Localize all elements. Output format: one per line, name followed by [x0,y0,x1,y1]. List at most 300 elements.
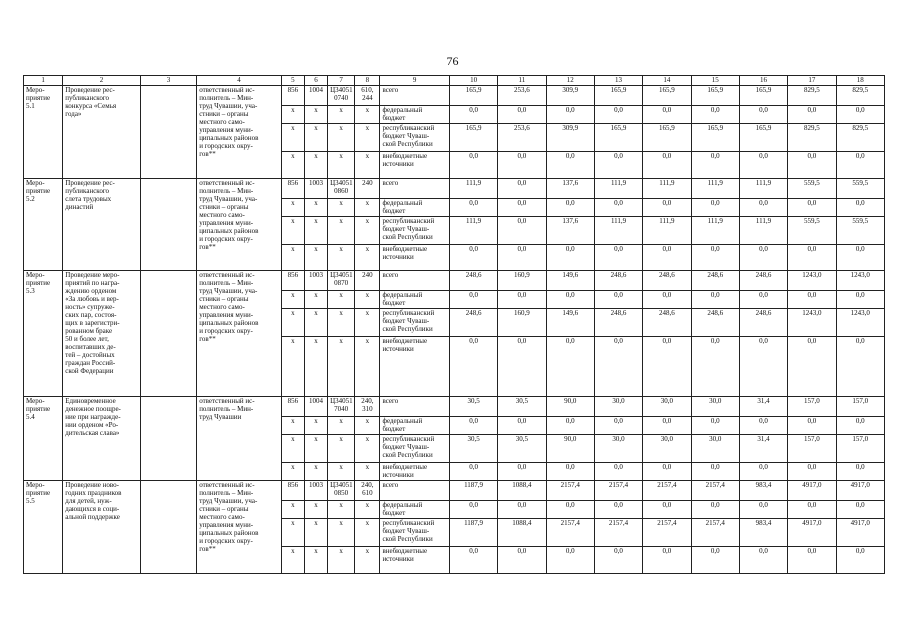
amount-cell: 30,0 [594,435,642,463]
expense-type-code: x [355,519,380,547]
amount-cell: 0,0 [498,337,546,397]
funding-source: республиканский бюджет Чуваш- ской Республики [380,217,449,245]
column-header-13: 13 [594,76,642,86]
amount-cell: 4917,0 [836,481,884,501]
table-row [24,481,885,501]
amount-cell: 309,9 [546,86,594,106]
amount-cell: 0,0 [546,337,594,397]
amount-cell: 0,0 [546,245,594,271]
amount-cell: 0,0 [643,501,691,519]
section-code: 1003 [304,481,327,501]
amount-cell: 111,9 [643,217,691,245]
amount-cell: 829,5 [788,124,836,152]
amount-cell: 0,0 [691,463,739,481]
amount-cell: 0,0 [498,152,546,179]
section-code: x [304,309,327,337]
amount-cell: 0,0 [498,199,546,217]
amount-cell: 0,0 [739,291,787,309]
amount-cell: 0,0 [546,463,594,481]
amount-cell: 111,9 [449,179,497,199]
expense-type-code: 240 [355,271,380,291]
section-code: x [304,245,327,271]
target-article-code: x [328,217,355,245]
expense-type-code: x [355,337,380,397]
amount-cell: 0,0 [449,152,497,179]
amount-cell: 165,9 [643,86,691,106]
measure-label: Меро- приятие 5.1 [24,86,63,179]
funding-source: федеральный бюджет [380,501,449,519]
expense-type-code: x [355,152,380,179]
amount-cell: 0,0 [788,199,836,217]
amount-cell: 0,0 [449,417,497,435]
amount-cell: 0,0 [788,463,836,481]
section-code: x [304,124,327,152]
amount-cell: 111,9 [691,179,739,199]
amount-cell: 0,0 [739,463,787,481]
amount-cell: 0,0 [594,152,642,179]
amount-cell: 0,0 [498,501,546,519]
amount-cell: 0,0 [643,199,691,217]
grbs-code: x [281,435,304,463]
amount-cell: 0,0 [546,199,594,217]
amount-cell: 0,0 [594,417,642,435]
amount-cell: 111,9 [643,179,691,199]
expense-type-code: x [355,245,380,271]
amount-cell: 160,9 [498,309,546,337]
expense-type-code: x [355,199,380,217]
amount-cell: 559,5 [788,179,836,199]
target-article-code: x [328,199,355,217]
section-code: x [304,106,327,124]
budget-table [23,75,885,574]
section-code: x [304,501,327,519]
funding-source: внебюджетные источники [380,337,449,397]
amount-cell: 0,0 [546,152,594,179]
amount-cell: 165,9 [643,124,691,152]
amount-cell: 0,0 [643,463,691,481]
table-row [24,271,885,291]
expense-type-code: x [355,435,380,463]
column-header-18: 18 [836,76,884,86]
amount-cell: 1187,9 [449,481,497,501]
expense-type-code: 240, 610 [355,481,380,501]
funding-source: всего [380,397,449,417]
amount-cell: 248,6 [643,271,691,291]
target-article-code: x [328,106,355,124]
column-header-16: 16 [739,76,787,86]
target-article-code: x [328,245,355,271]
amount-cell: 0,0 [836,291,884,309]
expense-type-code: x [355,309,380,337]
grbs-code: x [281,547,304,574]
grbs-code: 856 [281,86,304,106]
amount-cell: 0,0 [546,501,594,519]
amount-cell: 30,0 [643,397,691,417]
amount-cell: 0,0 [836,199,884,217]
grbs-code: x [281,124,304,152]
amount-cell: 0,0 [449,199,497,217]
amount-cell: 0,0 [788,152,836,179]
empty-cell [140,397,196,481]
amount-cell: 4917,0 [788,519,836,547]
amount-cell: 0,0 [691,199,739,217]
amount-cell: 137,6 [546,217,594,245]
amount-cell: 1243,0 [788,271,836,291]
amount-cell: 0,0 [449,291,497,309]
target-article-code: Ц34051 0870 [328,271,355,291]
amount-cell: 0,0 [594,501,642,519]
amount-cell: 0,0 [788,106,836,124]
target-article-code: x [328,417,355,435]
grbs-code: 856 [281,481,304,501]
column-header-7: 7 [328,76,355,86]
amount-cell: 0,0 [643,291,691,309]
amount-cell: 111,9 [691,217,739,245]
target-article-code: x [328,519,355,547]
expense-type-code: x [355,501,380,519]
measure-executor: ответственный ис- полнитель – Мин- труд Чувашии, уча- стники – органы местного само- управления муни- ципальных районов и городских окру- гов** [197,86,282,179]
amount-cell: 248,6 [739,309,787,337]
column-header-10: 10 [449,76,497,86]
amount-cell: 0,0 [836,501,884,519]
funding-source: внебюджетные источники [380,245,449,271]
amount-cell: 248,6 [449,271,497,291]
amount-cell: 111,9 [594,179,642,199]
funding-source: всего [380,271,449,291]
empty-cell [140,86,196,179]
amount-cell: 0,0 [691,106,739,124]
section-code: x [304,291,327,309]
amount-cell: 0,0 [836,152,884,179]
amount-cell: 160,9 [498,271,546,291]
amount-cell: 0,0 [546,417,594,435]
amount-cell: 30,0 [643,435,691,463]
amount-cell: 165,9 [449,86,497,106]
section-code: x [304,463,327,481]
amount-cell: 309,9 [546,124,594,152]
amount-cell: 0,0 [691,152,739,179]
target-article-code: x [328,435,355,463]
measure-executor: ответственный ис- полнитель – Мин- труд Чувашии, уча- стники – органы местного само- управления муни- ципальных районов и городских окру- гов** [197,179,282,271]
amount-cell: 2157,4 [546,519,594,547]
amount-cell: 2157,4 [643,519,691,547]
target-article-code: Ц34051 0860 [328,179,355,199]
target-article-code: Ц34051 0850 [328,481,355,501]
table-row [24,86,885,106]
expense-type-code: x [355,217,380,245]
amount-cell: 0,0 [643,547,691,574]
funding-source: федеральный бюджет [380,106,449,124]
amount-cell: 0,0 [449,106,497,124]
target-article-code: x [328,309,355,337]
amount-cell: 0,0 [836,245,884,271]
amount-cell: 0,0 [643,152,691,179]
amount-cell: 248,6 [594,309,642,337]
amount-cell: 0,0 [739,501,787,519]
funding-source: внебюджетные источники [380,463,449,481]
amount-cell: 1088,4 [498,519,546,547]
amount-cell: 2157,4 [691,481,739,501]
target-article-code: x [328,547,355,574]
grbs-code: 856 [281,271,304,291]
amount-cell: 0,0 [449,463,497,481]
amount-cell: 0,0 [594,291,642,309]
grbs-code: x [281,417,304,435]
amount-cell: 0,0 [449,501,497,519]
amount-cell: 0,0 [594,199,642,217]
amount-cell: 165,9 [449,124,497,152]
section-code: x [304,152,327,179]
amount-cell: 0,0 [643,106,691,124]
amount-cell: 0,0 [498,179,546,199]
section-code: 1004 [304,86,327,106]
column-header-3: 3 [140,76,196,86]
amount-cell: 30,5 [449,435,497,463]
section-code: x [304,217,327,245]
amount-cell: 137,6 [546,179,594,199]
section-code: 1003 [304,179,327,199]
grbs-code: 856 [281,179,304,199]
amount-cell: 2157,4 [643,481,691,501]
amount-cell: 559,5 [788,217,836,245]
target-article-code: x [328,501,355,519]
amount-cell: 248,6 [449,309,497,337]
amount-cell: 0,0 [788,417,836,435]
amount-cell: 0,0 [739,152,787,179]
grbs-code: x [281,152,304,179]
amount-cell: 0,0 [449,245,497,271]
grbs-code: x [281,309,304,337]
amount-cell: 30,0 [594,397,642,417]
target-article-code: Ц34051 7040 [328,397,355,417]
amount-cell: 0,0 [739,417,787,435]
amount-cell: 0,0 [836,337,884,397]
amount-cell: 111,9 [739,217,787,245]
funding-source: федеральный бюджет [380,199,449,217]
amount-cell: 0,0 [691,245,739,271]
amount-cell: 90,0 [546,435,594,463]
expense-type-code: 240 [355,179,380,199]
amount-cell: 983,4 [739,481,787,501]
measure-label: Меро- приятие 5.4 [24,397,63,481]
amount-cell: 31,4 [739,435,787,463]
column-header-17: 17 [788,76,836,86]
amount-cell: 1187,9 [449,519,497,547]
amount-cell: 0,0 [836,547,884,574]
amount-cell: 0,0 [739,337,787,397]
section-code: x [304,547,327,574]
section-code: x [304,519,327,547]
amount-cell: 165,9 [691,86,739,106]
amount-cell: 248,6 [739,271,787,291]
amount-cell: 0,0 [691,547,739,574]
amount-cell: 0,0 [691,501,739,519]
amount-cell: 0,0 [788,547,836,574]
amount-cell: 149,6 [546,309,594,337]
measure-name: Проведение рес- публиканского слета трудовых династий [63,179,141,271]
target-article-code: x [328,337,355,397]
measure-label: Меро- приятие 5.5 [24,481,63,574]
header-row [24,76,885,86]
target-article-code: x [328,152,355,179]
funding-source: внебюджетные источники [380,152,449,179]
amount-cell: 0,0 [449,337,497,397]
amount-cell: 0,0 [449,547,497,574]
amount-cell: 0,0 [691,337,739,397]
amount-cell: 0,0 [498,217,546,245]
column-header-4: 4 [197,76,282,86]
grbs-code: 856 [281,397,304,417]
amount-cell: 0,0 [594,547,642,574]
amount-cell: 4917,0 [788,481,836,501]
expense-type-code: x [355,417,380,435]
amount-cell: 0,0 [788,291,836,309]
amount-cell: 0,0 [546,106,594,124]
measure-executor: ответственный ис- полнитель – Мин- труд Чувашии, уча- стники – органы местного само- управления муни- ципальных районов и городских окру- гов** [197,271,282,397]
amount-cell: 248,6 [691,309,739,337]
amount-cell: 0,0 [691,291,739,309]
table-row [24,397,885,417]
amount-cell: 0,0 [498,417,546,435]
expense-type-code: 240, 310 [355,397,380,417]
section-code: x [304,435,327,463]
amount-cell: 829,5 [836,124,884,152]
grbs-code: x [281,291,304,309]
amount-cell: 30,5 [498,435,546,463]
grbs-code: x [281,245,304,271]
amount-cell: 30,5 [498,397,546,417]
amount-cell: 31,4 [739,397,787,417]
amount-cell: 157,0 [836,435,884,463]
amount-cell: 0,0 [836,463,884,481]
amount-cell: 2157,4 [594,519,642,547]
amount-cell: 0,0 [594,337,642,397]
expense-type-code: 610, 244 [355,86,380,106]
amount-cell: 559,5 [836,217,884,245]
amount-cell: 165,9 [594,86,642,106]
amount-cell: 1243,0 [836,271,884,291]
section-code: x [304,199,327,217]
expense-type-code: x [355,547,380,574]
section-code: 1004 [304,397,327,417]
amount-cell: 0,0 [691,417,739,435]
column-header-2: 2 [63,76,141,86]
amount-cell: 0,0 [498,245,546,271]
funding-source: федеральный бюджет [380,291,449,309]
target-article-code: x [328,291,355,309]
amount-cell: 2157,4 [594,481,642,501]
funding-source: внебюджетные источники [380,547,449,574]
amount-cell: 157,0 [788,435,836,463]
amount-cell: 0,0 [498,106,546,124]
amount-cell: 0,0 [643,417,691,435]
amount-cell: 30,0 [691,397,739,417]
amount-cell: 165,9 [691,124,739,152]
funding-source: республиканский бюджет Чуваш- ской Республики [380,435,449,463]
measure-label: Меро- приятие 5.2 [24,179,63,271]
target-article-code: x [328,463,355,481]
amount-cell: 829,5 [788,86,836,106]
column-header-9: 9 [380,76,449,86]
amount-cell: 1243,0 [788,309,836,337]
amount-cell: 2157,4 [691,519,739,547]
measure-executor: ответственный ис- полнитель – Мин- труд Чувашии, уча- стники – органы местного само- управления муни- ципальных районов и городских окру- гов** [197,481,282,574]
column-header-8: 8 [355,76,380,86]
amount-cell: 4917,0 [836,519,884,547]
amount-cell: 0,0 [594,463,642,481]
amount-cell: 165,9 [739,86,787,106]
amount-cell: 0,0 [739,106,787,124]
expense-type-code: x [355,463,380,481]
amount-cell: 0,0 [643,337,691,397]
target-article-code: Ц34051 0740 [328,86,355,106]
amount-cell: 0,0 [498,291,546,309]
section-code: x [304,417,327,435]
amount-cell: 0,0 [739,547,787,574]
funding-source: республиканский бюджет Чуваш- ской Республики [380,124,449,152]
column-header-14: 14 [643,76,691,86]
grbs-code: x [281,199,304,217]
amount-cell: 1088,4 [498,481,546,501]
amount-cell: 0,0 [594,106,642,124]
amount-cell: 111,9 [594,217,642,245]
expense-type-code: x [355,106,380,124]
column-header-15: 15 [691,76,739,86]
table-body [24,76,885,574]
amount-cell: 0,0 [643,245,691,271]
amount-cell: 829,5 [836,86,884,106]
amount-cell: 1243,0 [836,309,884,337]
amount-cell: 0,0 [546,291,594,309]
target-article-code: x [328,124,355,152]
measure-name: Проведение меро- приятий по награ- ждению орденом «За любовь и вер- ность» супруже- ских пар, состоя- щих в зарегистри- рованном браке 50 и более лет, воспитавших де- тей – достойных граждан Россий- ской Федерации [63,271,141,397]
table-row [24,179,885,199]
amount-cell: 149,6 [546,271,594,291]
amount-cell: 0,0 [788,245,836,271]
grbs-code: x [281,337,304,397]
amount-cell: 559,5 [836,179,884,199]
funding-source: республиканский бюджет Чуваш- ской Республики [380,309,449,337]
column-header-11: 11 [498,76,546,86]
funding-source: всего [380,481,449,501]
funding-source: всего [380,179,449,199]
empty-cell [140,179,196,271]
empty-cell [140,271,196,397]
column-header-6: 6 [304,76,327,86]
column-header-5: 5 [281,76,304,86]
amount-cell: 0,0 [836,106,884,124]
measure-name: Проведение рес- публиканского конкурса «Семья года» [63,86,141,179]
amount-cell: 0,0 [836,417,884,435]
amount-cell: 248,6 [594,271,642,291]
amount-cell: 253,6 [498,86,546,106]
funding-source: всего [380,86,449,106]
measure-label: Меро- приятие 5.3 [24,271,63,397]
amount-cell: 0,0 [498,547,546,574]
column-header-1: 1 [24,76,63,86]
amount-cell: 90,0 [546,397,594,417]
grbs-code: x [281,463,304,481]
amount-cell: 0,0 [788,337,836,397]
measure-name: Единовременное денежное поощре- ние при награжде- нии орденом «Ро- дительская слава» [63,397,141,481]
section-code: x [304,337,327,397]
amount-cell: 30,0 [691,435,739,463]
amount-cell: 0,0 [739,199,787,217]
amount-cell: 157,0 [836,397,884,417]
amount-cell: 2157,4 [546,481,594,501]
amount-cell: 248,6 [691,271,739,291]
grbs-code: x [281,519,304,547]
